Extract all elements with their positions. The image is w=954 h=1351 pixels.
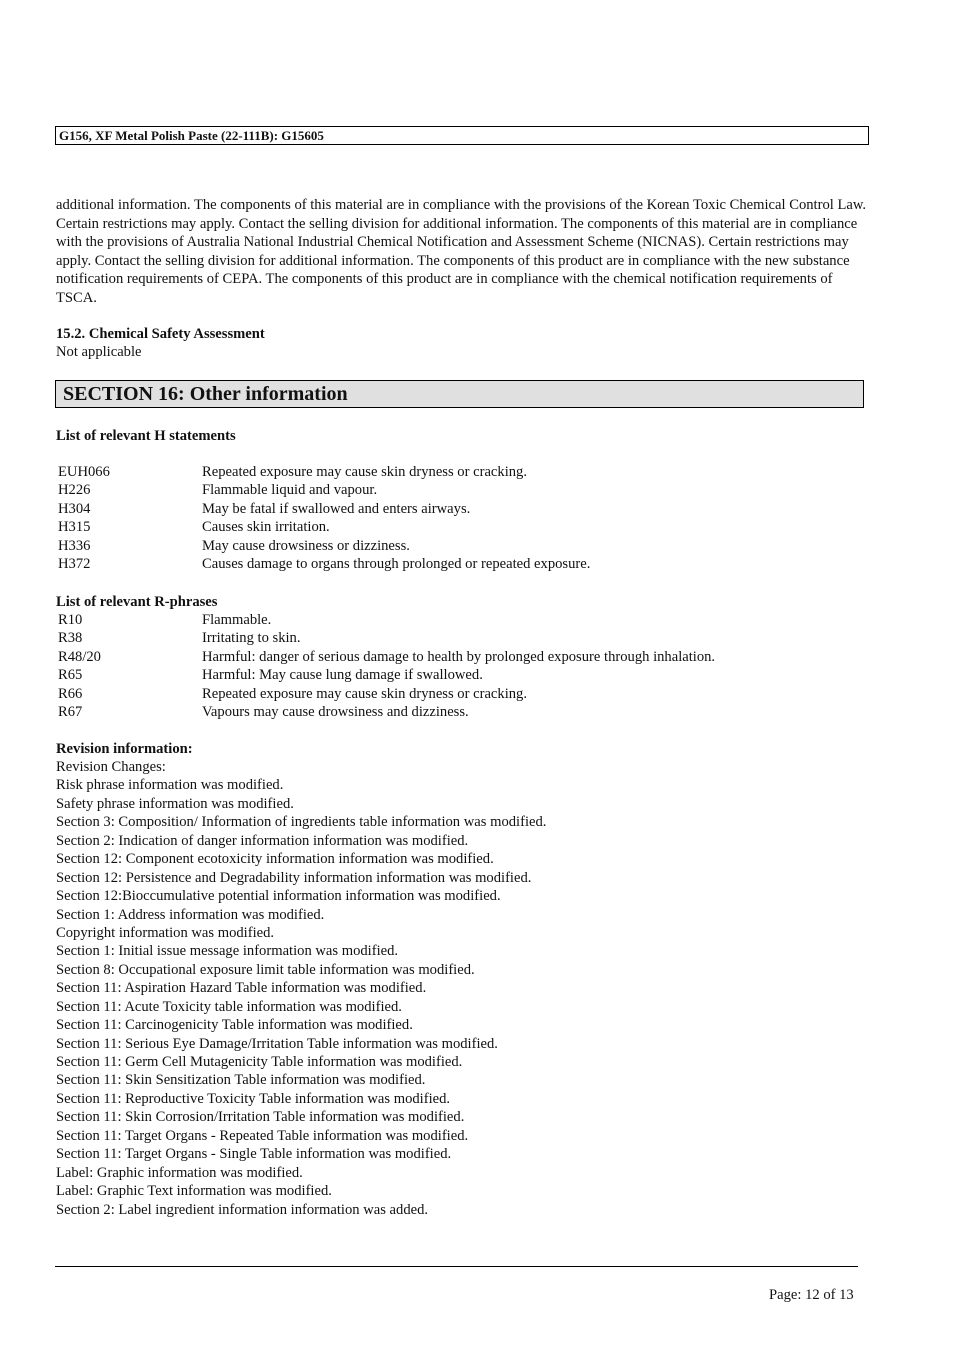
h-statement-row-code: H315: [58, 519, 91, 536]
h-statement-row-code: EUH066: [58, 464, 110, 480]
h-statement-row: [58, 500, 590, 518]
page-number: Page: 12 of 13: [769, 1287, 854, 1303]
h-statements-heading: List of relevant H statements: [56, 428, 236, 444]
h-statement-row-text: Flammable liquid and vapour.: [202, 482, 378, 499]
revision-line: Section 11: Reproductive Toxicity Table information was modified.: [56, 1090, 451, 1107]
r-phrase-row-code: R38: [58, 630, 83, 647]
h-statement-row-code: H304: [58, 500, 91, 517]
revision-line: Section 8: Occupational exposure limit table information was modified.: [56, 961, 475, 978]
product-header: G156, XF Metal Polish Paste (22-111B): G15605: [55, 126, 869, 145]
revision-line: Section 11: Germ Cell Mutagenicity Table information was modified.: [56, 1054, 463, 1070]
h-statement-row-text: May cause drowsiness or dizziness.: [202, 537, 410, 554]
h-statement-row-text: May be fatal if swallowed and enters airways.: [202, 500, 471, 517]
r-phrase-row-code: R67: [58, 703, 83, 720]
revision-line: Section 11: Aspiration Hazard Table information was modified.: [56, 980, 427, 997]
h-statement-row-code: H226: [58, 482, 91, 499]
revision-line: Revision Changes:: [56, 759, 166, 775]
revision-line: Section 11: Skin Corrosion/Irritation Table information was modified.: [56, 1109, 465, 1126]
r-phrase-row-code: R10: [58, 612, 83, 628]
chemical-safety-value: Not applicable: [56, 344, 142, 360]
revision-line: Section 11: Target Organs - Repeated Table information was modified.: [56, 1127, 469, 1144]
r-phrase-row: [58, 703, 715, 721]
revision-line: Section 11: Carcinogenicity Table information was modified.: [56, 1017, 413, 1034]
h-statement-row-text: Repeated exposure may cause skin dryness or cracking.: [202, 464, 528, 480]
revision-line: Section 2: Indication of danger information information was modified.: [56, 832, 469, 849]
intro-paragraph: additional information. The components of this material are in compliance with the provisions of the Korean Toxic Chemical Control Law. Certain restrictions may apply. Contact the selling division for additional information. The components of this material are in compliance with the provisions of Australia National Industrial Chemical Notification and Assessment Scheme (NICNAS). Certain restrictions may apply. Contact the selling division for additional information. The components of this product are in compliance with the new substance notification requirements of CEPA. The components of this product are in compliance with the chemical notification requirements of TSCA.: [56, 197, 867, 306]
revision-heading: Revision information:: [56, 741, 193, 757]
r-phrase-row-text: Vapours may cause drowsiness and dizziness.: [202, 703, 469, 720]
r-phrase-row: [58, 648, 715, 666]
revision-line: Label: Graphic information was modified.: [56, 1164, 303, 1181]
h-statement-row-code: H372: [58, 555, 91, 572]
h-statement-row: [58, 481, 590, 499]
r-phrase-row-text: Irritating to skin.: [202, 630, 301, 647]
revision-line: Section 12: Persistence and Degradability information information was modified.: [56, 869, 532, 886]
h-statement-row: [58, 463, 590, 481]
h-statement-row: [58, 555, 590, 573]
revision-list: [56, 758, 546, 1219]
revision-line: Section 11: Skin Sensitization Table information was modified.: [56, 1072, 426, 1089]
r-phrase-row-code: R65: [58, 667, 83, 684]
h-statement-row: [58, 518, 590, 536]
r-phrase-row-text: Harmful: danger of serious damage to health by prolonged exposure through inhalation.: [202, 648, 716, 665]
r-phrase-row-text: Harmful: May cause lung damage if swallowed.: [202, 667, 483, 684]
chemical-safety-heading: 15.2. Chemical Safety Assessment: [56, 326, 265, 342]
h-statement-row-text: Causes skin irritation.: [202, 519, 330, 536]
revision-line: Label: Graphic Text information was modified.: [56, 1183, 332, 1200]
h-statement-row: [58, 537, 590, 555]
r-phrase-row-code: R48/20: [58, 648, 101, 665]
revision-line: Section 1: Address information was modified.: [56, 906, 325, 923]
revision-line: Section 11: Serious Eye Damage/Irritation Table information was modified.: [56, 1035, 498, 1052]
r-phrase-row-text: Repeated exposure may cause skin dryness or cracking.: [202, 685, 528, 702]
revision-line: Risk phrase information was modified.: [56, 777, 284, 794]
footer-divider: [55, 1266, 858, 1267]
r-phrase-row-code: R66: [58, 685, 83, 702]
h-statements-table: [58, 463, 590, 573]
h-statement-row-text: Causes damage to organs through prolonged or repeated exposure.: [202, 555, 591, 572]
revision-line: Section 2: Label ingredient information information was added.: [56, 1201, 429, 1218]
revision-line: Section 12:Bioccumulative potential information information was modified.: [56, 888, 501, 905]
r-phrase-row: [58, 685, 715, 703]
revision-line: Copyright information was modified.: [56, 924, 275, 941]
r-phrase-row-text: Flammable.: [202, 612, 272, 628]
r-phrase-row: [58, 666, 715, 684]
revision-line: Safety phrase information was modified.: [56, 795, 294, 812]
revision-line: Section 12: Component ecotoxicity information information was modified.: [56, 851, 494, 868]
revision-line: Section 11: Target Organs - Single Table information was modified.: [56, 1146, 452, 1163]
section-16-title: SECTION 16: Other information: [55, 380, 864, 408]
r-phrase-row: [58, 629, 715, 647]
r-phrase-row: [58, 611, 715, 629]
revision-line: Section 3: Composition/ Information of ingredients table information was modified.: [56, 814, 547, 831]
r-phrases-heading: List of relevant R-phrases: [56, 594, 218, 610]
r-phrases-table: [58, 611, 715, 721]
revision-line: Section 1: Initial issue message information was modified.: [56, 943, 399, 960]
revision-line: Section 11: Acute Toxicity table information was modified.: [56, 998, 402, 1015]
h-statement-row-code: H336: [58, 537, 91, 554]
